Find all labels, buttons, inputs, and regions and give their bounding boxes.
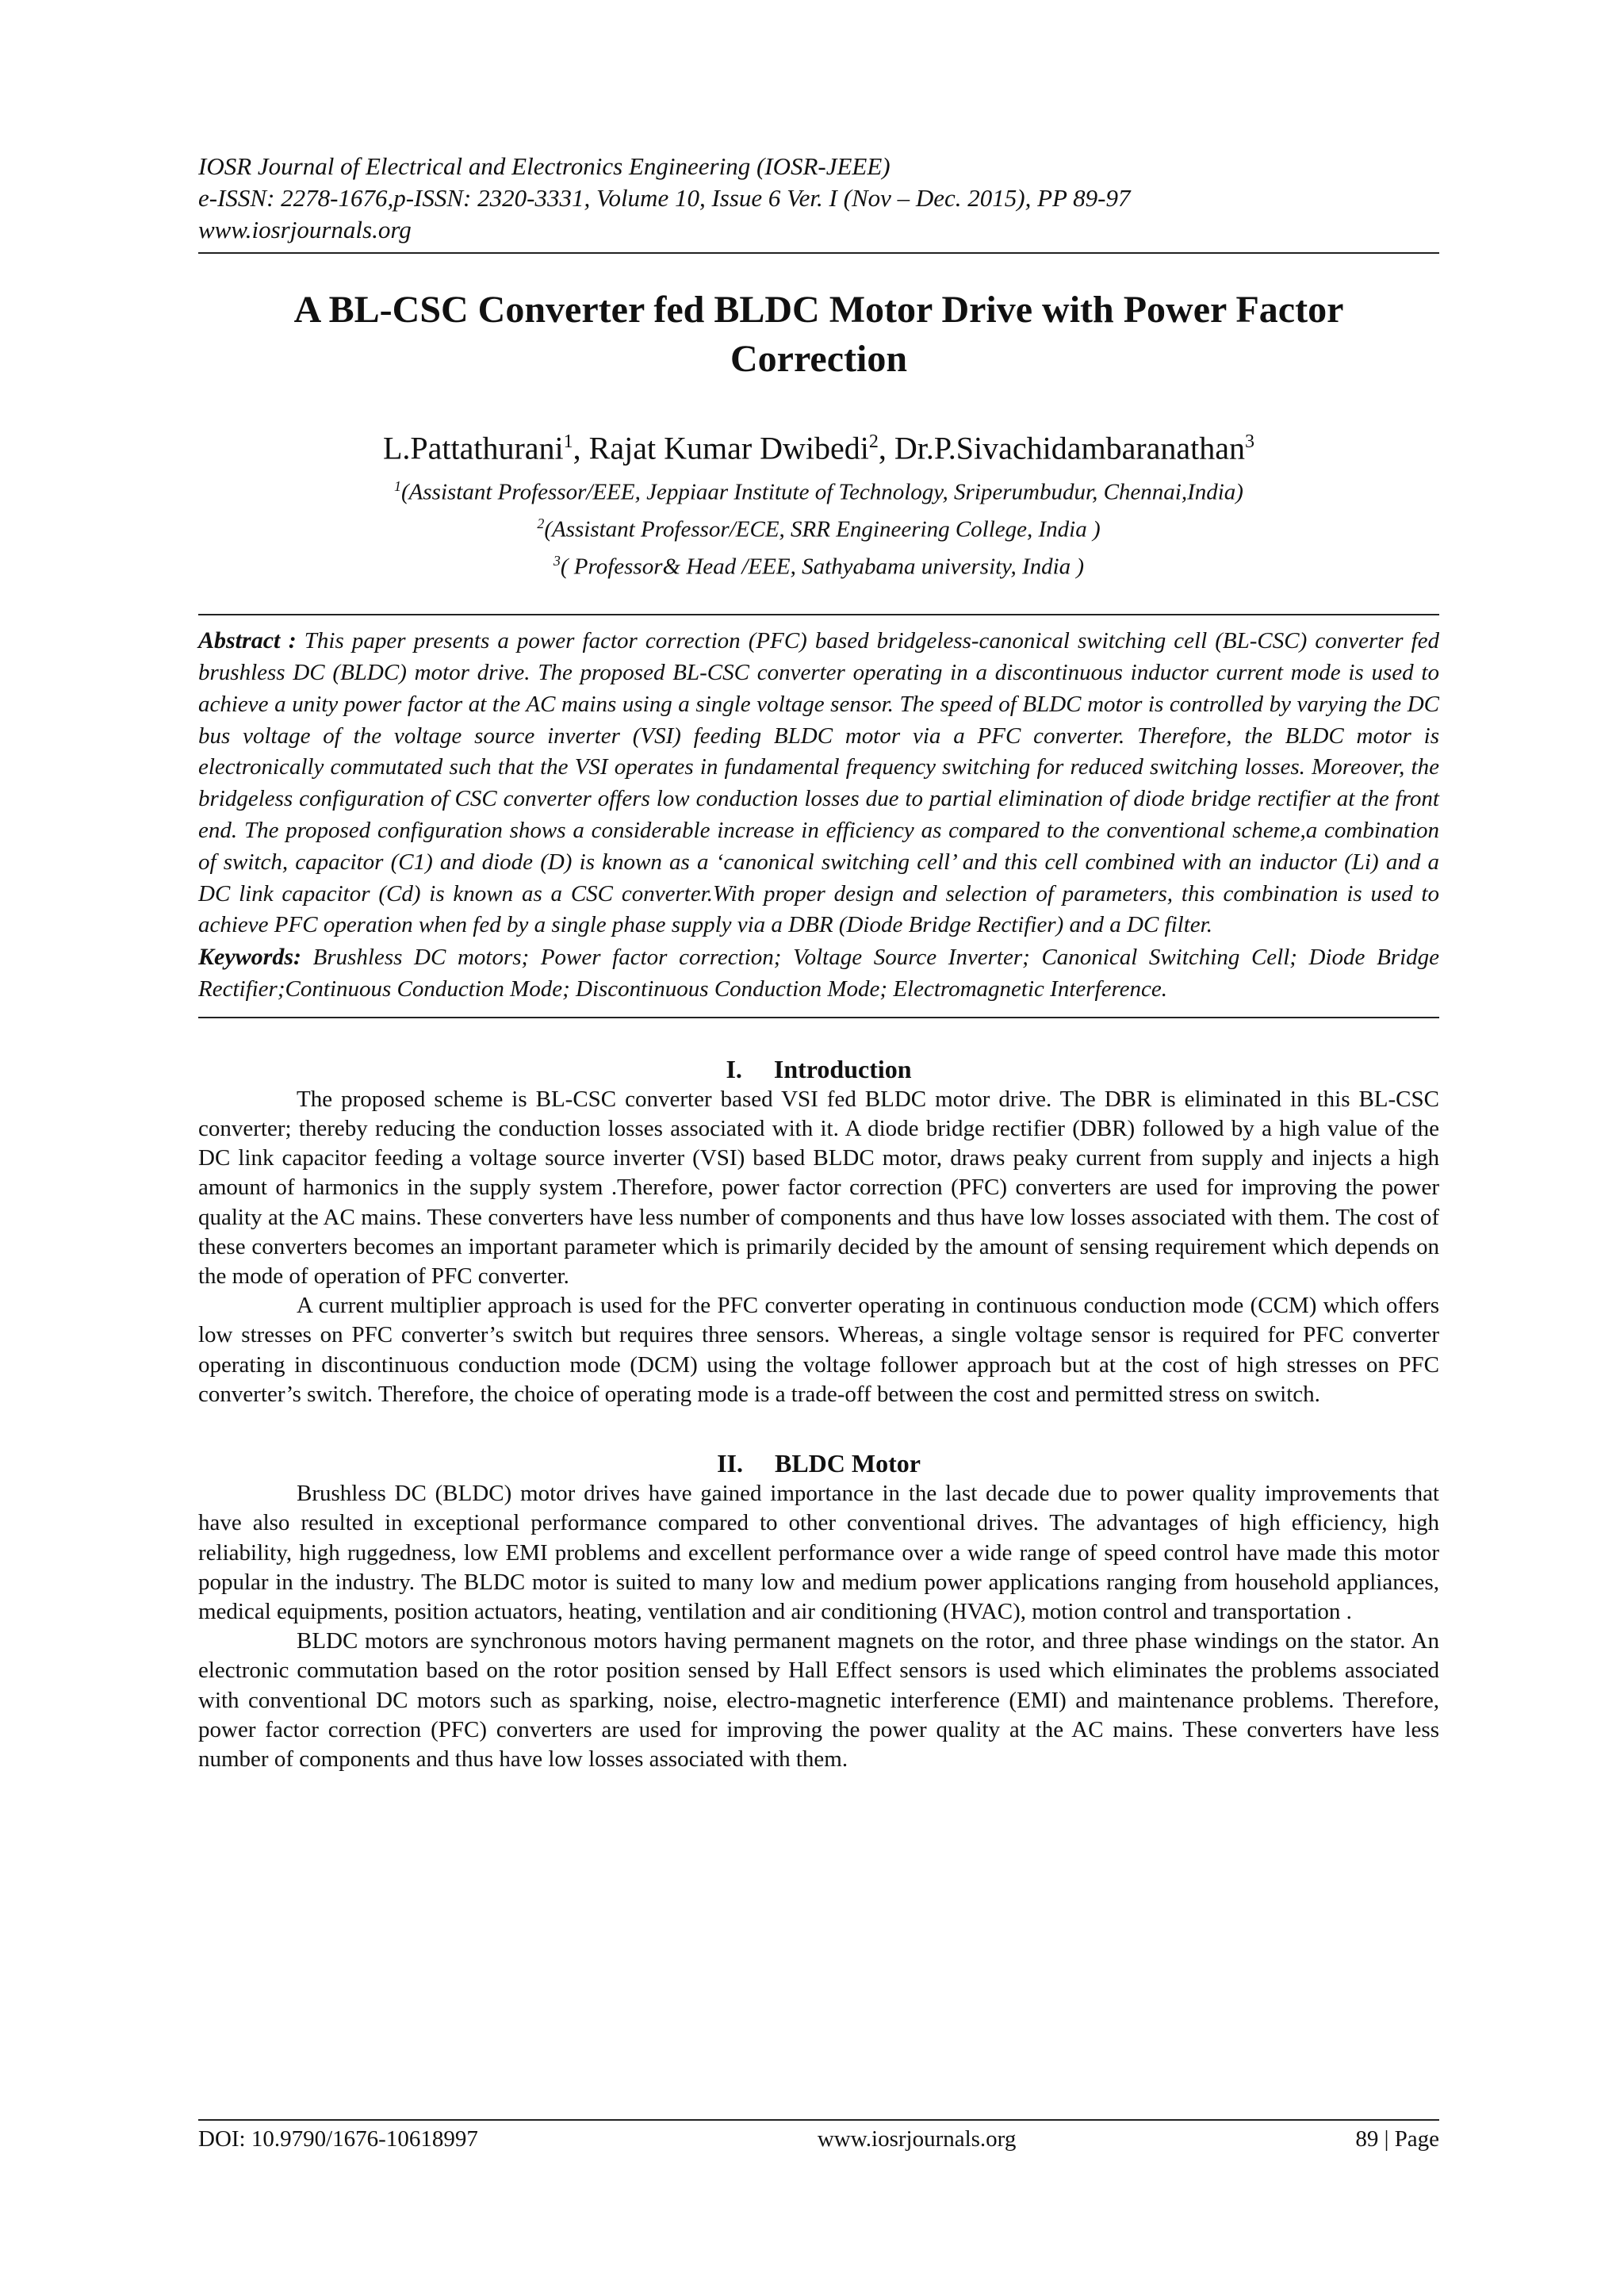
- author-1-sup: 1: [563, 431, 573, 452]
- keywords-text: Brushless DC motors; Power factor correction; Voltage Source Inverter; Canonical Switching Cell; Diode Bridge Rectifier;Continuous Conduction Mode; Discontinuous Conduction Mode; Electromagnetic Interference.: [198, 945, 1439, 1002]
- section-heading: [198, 1447, 1439, 1479]
- affiliation-1-sup: 1: [394, 478, 402, 495]
- section-title: Introduction: [773, 1054, 912, 1083]
- journal-issn: e-ISSN: 2278-1676,p-ISSN: 2320-3331, Volume 10, Issue 6 Ver. I (Nov – Dec. 2015), PP 89-97: [198, 184, 1131, 212]
- section-bldc-motor: [198, 1447, 1439, 1774]
- abstract-text: This paper presents a power factor correction (PFC) based bridgeless-canonical switching cell (BL-CSC) converter fed brushless DC (BLDC) motor drive. The proposed BL-CSC converter operating in a discontinuous inductor current mode is used to achieve a unity power factor at the AC mains using a single voltage sensor. The speed of BLDC motor is controlled by varying the DC bus voltage of the voltage source inverter (VSI) feeding BLDC motor via a PFC converter. Therefore, the BLDC motor is electronically commutated such that the VSI operates in fundamental frequency switching for reduced switching losses. Moreover, the bridgeless configuration of CSC converter offers low conduction losses due to partial elimination of diode bridge rectifier at the front end. The proposed configuration shows a considerable increase in efficiency as compared to the conventional scheme,a combination of switch, capacitor (C1) and diode (D) is known as a ‘canonical switching cell’ and this cell combined with an inductor (Li) and a DC link capacitor (Cd) is known as a CSC converter.With proper design and selection of parameters, this combination is used to achieve PFC operation when fed by a single phase supply via a DBR (Diode Bridge Rectifier) and a DC filter.: [198, 628, 1440, 938]
- affiliation-3: [198, 546, 1439, 583]
- author-2: Rajat Kumar Dwibedi: [588, 430, 869, 466]
- section-title: BLDC Motor: [774, 1449, 921, 1478]
- paragraph: Brushless DC (BLDC) motor drives have gained importance in the last decade due to power quality improvements that have also resulted in exceptional performance compared to other conventional drives. The advantages of high efficiency, high reliability, high ruggedness, low EMI problems and excellent performance over a wide range of speed control have made this motor popular in the industry. The BLDC motor is suited to many low and medium power applications ranging from household appliances, medical equipments, position actuators, heating, ventilation and air conditioning (HVAC), motion control and transportation .: [198, 1481, 1439, 1624]
- footer-page-number: 89 | Page: [1355, 2126, 1439, 2152]
- section-number: I.: [726, 1054, 742, 1083]
- paper-title: [198, 286, 1439, 384]
- paragraph: The proposed scheme is BL-CSC converter based VSI fed BLDC motor drive. The DBR is eliminated in this BL-CSC converter; thereby reducing the conduction losses associated with it. A diode bridge rectifier (DBR) followed by a high value of the DC link capacitor feeding a voltage source inverter (VSI) based BLDC motor, draws peaky current from supply and injects a high amount of harmonics in the supply system .Therefore, power factor correction (PFC) converters are used for improving the power quality at the AC mains. These converters have less number of components and thus have low losses associated with them. The cost of these converters becomes an important parameter which is primarily decided by the amount of sensing requirement which depends on the mode of operation of PFC converter.: [198, 1086, 1439, 1290]
- author-sep: ,: [573, 430, 589, 466]
- journal-name: IOSR Journal of Electrical and Electronics Engineering (IOSR-JEEE): [198, 152, 891, 180]
- keywords: [198, 941, 1439, 1006]
- header-rule: [198, 252, 1439, 254]
- affiliation-1: [198, 471, 1439, 508]
- affiliation-2: [198, 508, 1439, 546]
- keywords-label: Keywords:: [198, 944, 301, 971]
- author-3: Dr.P.Sivachidambaranathan: [894, 430, 1246, 466]
- author-2-sup: 2: [868, 431, 879, 452]
- paper-page: [198, 151, 1439, 1774]
- abstract: [198, 625, 1439, 941]
- affiliation-3-sup: 3: [553, 552, 561, 569]
- journal-header: [198, 151, 1439, 246]
- abstract-box: [198, 614, 1439, 1018]
- abstract-label: Abstract :: [198, 627, 297, 654]
- author-1: L.Pattathurani: [382, 430, 564, 466]
- author-list: [198, 422, 1439, 468]
- footer-rule: [198, 2119, 1439, 2121]
- affiliation-list: [198, 471, 1439, 582]
- journal-website[interactable]: www.iosrjournals.org: [198, 216, 412, 243]
- title-line-1: A BL-CSC Converter fed BLDC Motor Drive with Power Factor: [293, 289, 1344, 331]
- page-footer: [198, 2124, 1439, 2154]
- paragraph: A current multiplier approach is used for the PFC converter operating in continuous conduction mode (CCM) which offers low stresses on PFC converter’s switch but requires three sensors. Whereas, a single voltage sensor is required for PFC converter operating in discontinuous conduction mode (DCM) using the voltage follower approach but at the cost of high stresses on PFC converter’s switch. Therefore, the choice of operating mode is a trade-off between the cost and permitted stress on switch.: [198, 1293, 1439, 1407]
- affiliation-1-text: (Assistant Professor/EEE, Jeppiaar Institute of Technology, Sriperumbudur, Chennai,India): [401, 479, 1243, 505]
- title-line-2: Correction: [730, 338, 908, 380]
- section-introduction: [198, 1053, 1439, 1409]
- affiliation-2-text: (Assistant Professor/ECE, SRR Engineering College, India ): [544, 516, 1101, 542]
- section-number: II.: [717, 1449, 743, 1478]
- footer-website[interactable]: www.iosrjournals.org: [817, 2126, 1017, 2152]
- affiliation-3-text: ( Professor& Head /EEE, Sathyabama university, India ): [560, 554, 1085, 580]
- author-3-sup: 3: [1245, 431, 1255, 452]
- author-sep: ,: [878, 430, 894, 466]
- section-heading: [198, 1053, 1439, 1085]
- paragraph: BLDC motors are synchronous motors having permanent magnets on the rotor, and three phase windings on the stator. An electronic commutation based on the rotor position sensed by Hall Effect sensors is used which eliminates the problems associated with conventional DC motors such as sparking, noise, electro-magnetic interference (EMI) and maintenance problems. Therefore, power factor correction (PFC) converters are used for improving the power quality at the AC mains. These converters have less number of components and thus have low losses associated with them.: [198, 1628, 1439, 1772]
- affiliation-2-sup: 2: [537, 515, 545, 531]
- footer-doi: DOI: 10.9790/1676-10618997: [198, 2126, 478, 2152]
